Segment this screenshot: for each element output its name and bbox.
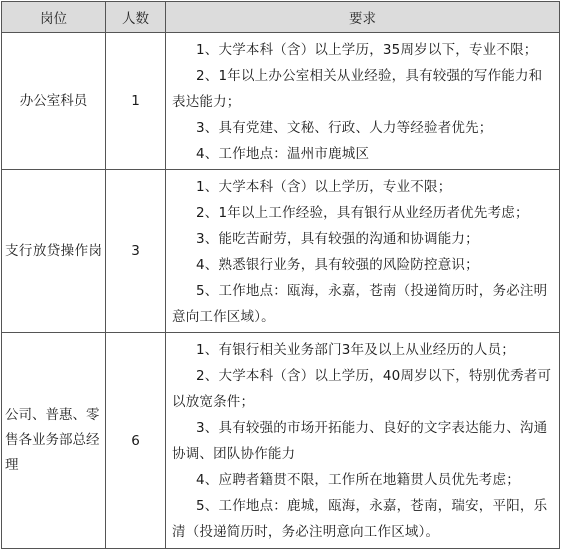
requirement-item: 2、大学本科（含）以上学历，40周岁以下，特别优秀者可以放宽条件； [172,368,552,410]
recruitment-table [1,1,560,549]
table-header-row [2,2,560,33]
requirement-item: 5、工作地点：鹿城，瓯海，永嘉，苍南，瑞安，平阳，乐清（投递简历时，务必注明意向工作区域）。 [172,498,548,540]
requirements-cell [166,170,560,333]
requirement-item: 1、大学本科（含）以上学历，专业不限； [196,179,452,195]
count-cell: 3 [106,170,166,333]
table-row [2,33,560,170]
requirement-item: 1、有银行相关业务部门3年及以上从业经历的人员； [196,342,515,358]
requirement-item: 4、熟悉银行业务，具有较强的风险防控意识； [196,257,479,273]
requirements-cell [166,333,560,549]
count-cell: 6 [106,333,166,549]
requirement-item: 2、1年以上工作经验，具有银行从业经历者优先考虑； [196,205,529,221]
position-cell: 公司、普惠、零售各业务部总经理 [2,333,106,549]
requirement-item: 3、能吃苦耐劳，具有较强的沟通和协调能力； [196,231,479,247]
header-position: 岗位 [2,2,106,33]
position-cell: 办公室科员 [2,33,106,170]
requirements-cell [166,33,560,170]
requirement-item: 3、具有较强的市场开拓能力、良好的文字表达能力、沟通协调、团队协作能力 [172,420,548,462]
requirement-item: 5、工作地点：瓯海，永嘉，苍南（投递简历时，务必注明意向工作区域）。 [172,283,548,325]
requirement-item: 2、1年以上办公室相关从业经验，具有较强的写作能力和表达能力； [172,68,543,110]
header-requirements: 要求 [166,2,560,33]
table-row [2,170,560,333]
position-cell: 支行放贷操作岗 [2,170,106,333]
header-count: 人数 [106,2,166,33]
requirement-item: 1、大学本科（含）以上学历，35周岁以下，专业不限； [196,42,538,58]
requirement-item: 4、工作地点：温州市鹿城区 [196,146,370,162]
requirement-item: 4、应聘者籍贯不限，工作所在地籍贯人员优先考虑； [196,472,520,488]
requirement-item: 3、具有党建、文秘、行政、人力等经验者优先； [196,120,493,136]
count-cell: 1 [106,33,166,170]
table-row [2,333,560,549]
